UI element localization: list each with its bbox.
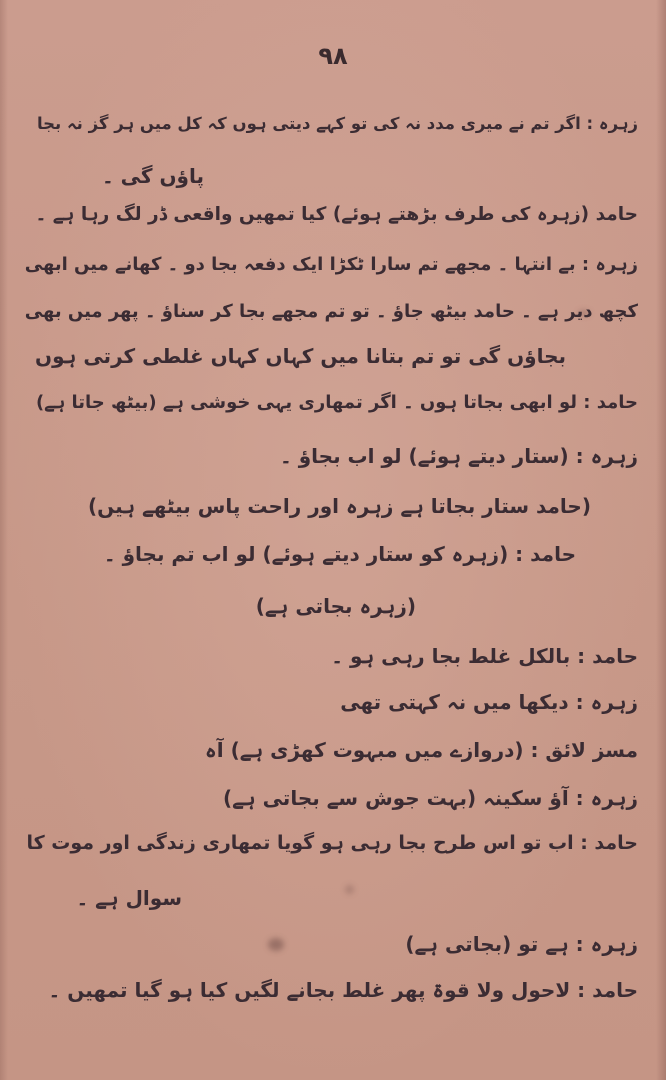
text-line: حامد : (زہرہ کو ستار دیتے ہوئے) لو اب تم بجاؤ ۔: [103, 542, 576, 566]
text-line: حامد : اب تو اس طرح بجا رہی ہو گویا تمھاری زندگی اور موت کا: [26, 832, 638, 854]
text-line: (حامد ستار بجاتا ہے زہرہ اور راحت پاس بیٹھے ہیں): [88, 494, 591, 518]
page-number: ۹۸: [318, 42, 348, 70]
text-line: سوال ہے ۔: [76, 886, 182, 910]
page-edge-shadow-right: [656, 0, 666, 1080]
text-line: حامد : لاحول ولا قوۃ پھر غلط بجانے لگیں کیا ہو گیا تمھیں ۔: [48, 978, 638, 1002]
ink-stain: [345, 885, 354, 894]
ink-stain: [268, 938, 284, 951]
text-line: زہرہ : اگر تم نے میری مدد نہ کی تو کہے دیتی ہوں کہ کل میں ہر گز نہ بجا: [36, 114, 638, 133]
text-line: زہرہ : (ستار دیتے ہوئے) لو اب بجاؤ ۔: [280, 444, 638, 468]
text-line: حامد : لو ابھی بجاتا ہوں ۔ اگر تمھاری یہی خوشی ہے (بیٹھ جاتا ہے): [35, 392, 638, 413]
text-line: حامد (زہرہ کی طرف بڑھتے ہوئے) کیا تمھیں واقعی ڈر لگ رہا ہے ۔: [35, 204, 638, 225]
text-line: بجاؤں گی تو تم بتانا میں کہاں کہاں غلطی کرتی ہوں: [35, 344, 566, 368]
page-edge-shadow-left: [0, 0, 8, 1080]
text-line: کچھ دیر ہے ۔ حامد بیٹھ جاؤ ۔ تو تم مجھے بجا کر سناؤ ۔ پھر میں بھی: [24, 301, 638, 322]
text-line: پاؤں گی ۔: [101, 164, 204, 188]
text-line: زہرہ : ہے تو (بجاتی ہے): [405, 932, 638, 956]
text-line: زہرہ : آؤ سکینہ (بہت جوش سے بجاتی ہے): [223, 786, 638, 810]
text-line: (زہرہ بجاتی ہے): [255, 594, 416, 618]
text-line: مسز لائق : (دروازے میں مبہوت کھڑی ہے) آہ: [205, 738, 638, 762]
text-line: حامد : بالکل غلط بجا رہی ہو ۔: [331, 644, 638, 668]
text-line: زہرہ : بے انتہا ۔ مجھے تم سارا ٹکڑا ایک دفعہ بجا دو ۔ کھانے میں ابھی: [24, 254, 638, 275]
text-line: زہرہ : دیکھا میں نہ کہتی تھی: [340, 690, 638, 714]
